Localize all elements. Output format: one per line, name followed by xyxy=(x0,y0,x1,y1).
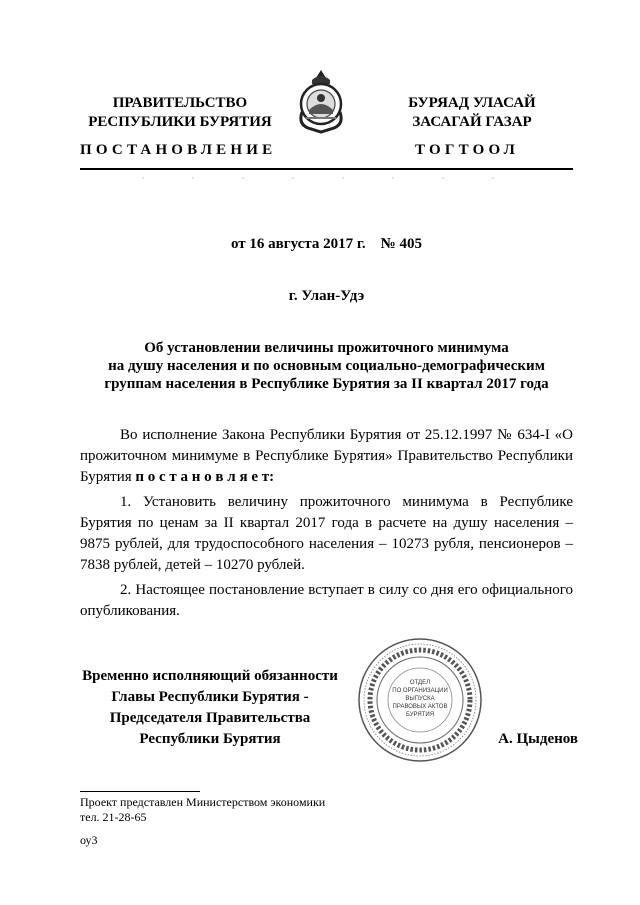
footer-line1: Проект представлен Министерством экономики xyxy=(80,795,326,809)
item-1-paragraph: 1. Установить величину прожиточного минимума в Республике Бурятия по ценам за II квартал 2017 года в расчете на душу населения – 9875 рублей, для трудоспособного населения – 10273 рубля, пенсионеров – 7838 рублей, детей – 10270 рублей. xyxy=(80,494,573,573)
title-line1: Об установлении величины прожиточного минимума xyxy=(144,340,509,356)
signature-line2: Главы Республики Бурятия - xyxy=(111,689,309,705)
signature-line4: Республики Бурятия xyxy=(139,731,281,747)
signatory-name: А. Цыденов xyxy=(498,731,578,747)
document-title xyxy=(80,339,573,393)
stamp-line1: ОТДЕЛ xyxy=(409,680,431,686)
item-2-paragraph: 2. Настоящее постановление вступает в силу со дня его официального опубликования. xyxy=(80,582,573,619)
intro-paragraph xyxy=(80,425,573,488)
header-right-line1: БУРЯАД УЛАСАЙ xyxy=(408,95,536,111)
signature-line1: Временно исполняющий обязанности xyxy=(82,668,338,684)
doc-type-right: ТОГТООЛ xyxy=(415,142,519,158)
signature-block xyxy=(70,666,350,750)
stamp-line2: ПО ОРГАНИЗАЦИИ xyxy=(392,688,448,694)
city: г. Улан-Удэ xyxy=(288,288,365,304)
date-number: от 16 августа 2017 г. № 405 xyxy=(230,236,423,252)
header-left-line2: РЕСПУБЛИКИ БУРЯТИЯ xyxy=(88,114,272,130)
title-line2: на душу населения и по основным социально-демографическим xyxy=(108,358,545,374)
official-stamp xyxy=(356,636,484,764)
stamp-line5: БУРЯТИЯ xyxy=(405,712,435,718)
stamp-line3: ВЫПУСКА xyxy=(405,696,435,702)
footer-line3: оу3 xyxy=(80,833,98,847)
signature-line3: Председателя Правительства xyxy=(109,710,311,726)
doc-type-left: ПОСТАНОВЛЕНИЕ xyxy=(80,142,277,158)
decree-word: п о с т а н о в л я е т: xyxy=(135,469,275,485)
footer-line2: тел. 21-28-65 xyxy=(80,810,147,824)
coat-of-arms-icon xyxy=(294,68,348,134)
title-line3: группам населения в Республике Бурятия за II квартал 2017 года xyxy=(104,376,549,392)
intro-text: Во исполнение Закона Республики Бурятия от 25.12.1997 № 634-I «О прожиточном минимуме в Республике Бурятия» Правительство Республики Бурятия xyxy=(80,427,573,485)
header-left-line1: ПРАВИТЕЛЬСТВО xyxy=(112,95,248,111)
footer-note xyxy=(80,795,325,848)
stamp-line4: ПРАВОВЫХ АКТОВ xyxy=(392,704,448,710)
footer-divider xyxy=(80,791,200,792)
header-dots xyxy=(118,176,538,180)
header-divider xyxy=(80,168,573,170)
header-left xyxy=(80,94,280,132)
header-right-line2: ЗАСАГАЙ ГАЗАР xyxy=(412,114,532,130)
header-right xyxy=(372,94,572,132)
